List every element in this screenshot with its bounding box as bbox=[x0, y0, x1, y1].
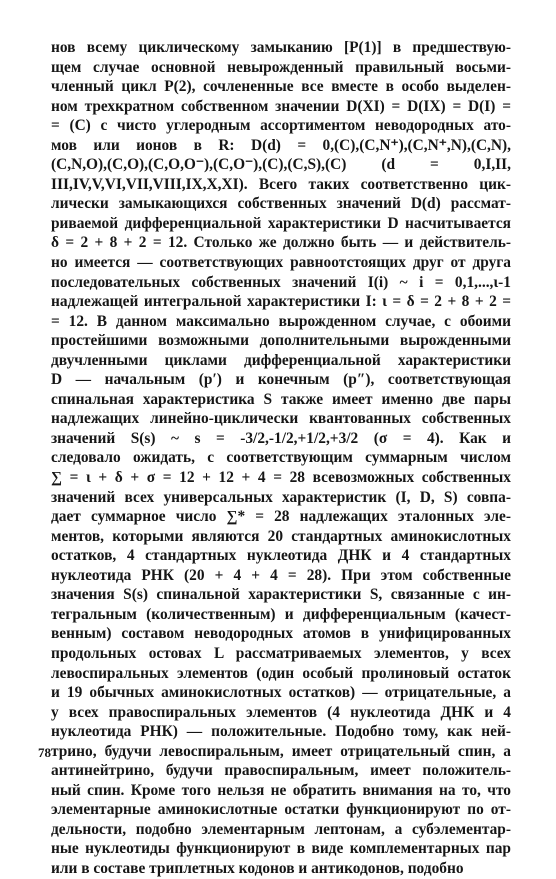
text-line: мов или ионов в R: D(d) = 0,(C),(C,N⁺),(C,N⁺,N),(C,N), bbox=[51, 136, 511, 154]
text-line: = 12. В данном максимально вырожденном случае, с обоими bbox=[51, 312, 511, 330]
text-line: трино, будучи левоспиральным, имеет отрицательный спин, а bbox=[51, 742, 511, 760]
text-line: = (C) с чисто углеродным ассортиментом неводородных ато- bbox=[51, 117, 511, 135]
text-line: δ = 2 + 8 + 2 = 12. Столько же должно быть — и действитель- bbox=[51, 234, 511, 252]
text-line: ном трехкратном собственном значении D(XI) = D(IX) = D(I) = bbox=[51, 97, 511, 115]
text-line: двучленными циклами дифференциальной характеристики bbox=[51, 351, 511, 369]
text-line: ∑ = ι + δ + σ = 12 + 12 + 4 = 28 всевозможных собственных bbox=[51, 469, 511, 487]
text-line: антинейтрино, будучи правоспиральным, имеет положитель- bbox=[51, 762, 511, 780]
text-line: надлежащей интегральной характеристики I: ι = δ = 2 + 8 + 2 = bbox=[51, 293, 511, 311]
text-line: нуклеотида РНК (20 + 4 + 4 = 28). При этом собственные bbox=[51, 566, 511, 584]
text-line: надлежащих линейно-циклически квантованных собственных bbox=[51, 410, 511, 428]
text-line: D — начальным (p′) и конечным (p″), соответствующая bbox=[51, 371, 511, 389]
text-line: ный спин. Кроме того нельзя не обратить внимания на то, что bbox=[51, 781, 511, 799]
text-line: дельности, подобно элементарным лептонам, а субэлементар- bbox=[51, 820, 511, 838]
text-line: продольных остовах L рассматриваемых элементов, у всех bbox=[51, 644, 511, 662]
text-line: III,IV,V,VI,VII,VIII,IX,X,XI). Всего таких соответственно цик- bbox=[51, 175, 511, 193]
page-number: 78 bbox=[38, 745, 51, 760]
text-line: значений S(s) ~ s = -3/2,-1/2,+1/2,+3/2 (σ = 4). Как и bbox=[51, 429, 511, 447]
body-text bbox=[51, 38, 511, 879]
text-line: простейшими возможными дополнительными вырожденными bbox=[51, 332, 511, 350]
text-line: остатков, 4 стандартных нуклеотида ДНК и 4 стандартных bbox=[51, 547, 511, 565]
text-line: лически замыкающихся собственных значений D(d) рассмат- bbox=[51, 195, 511, 213]
text-line: тегральным (количественным) и дифференциальным (качест- bbox=[51, 605, 511, 623]
text-line: ментов, которыми являются 20 стандартных аминокислотных bbox=[51, 527, 511, 545]
text-line: у всех правоспиральных элементов (4 нуклеотида ДНК и 4 bbox=[51, 703, 511, 721]
text-line: но имеется — соответствующих равноотстоящих друг от друга bbox=[51, 254, 511, 272]
text-line: значений всех универсальных характеристик (I, D, S) совпа- bbox=[51, 488, 511, 506]
text-line: элементарные аминокислотные остатки функционируют по от- bbox=[51, 801, 511, 819]
text-line: членный цикл P(2), сочлененные все вместе в особо выделен- bbox=[51, 78, 511, 96]
text-line: следовало ожидать, с соответствующим суммарным числом bbox=[51, 449, 511, 467]
text-line: и 19 обычных аминокислотных остатков) — отрицательные, а bbox=[51, 684, 511, 702]
text-line: нуклеотида РНК) — положительные. Подобно тому, как ней- bbox=[51, 723, 511, 741]
text-line: левоспиральных элементов (один особый пролиновый остаток bbox=[51, 664, 511, 682]
text-line: риваемой дифференциальной характеристики D насчитывается bbox=[51, 214, 511, 232]
text-line: венным) составом неводородных атомов в унифицированных bbox=[51, 625, 511, 643]
text-line: значения S(s) спинальной характеристики S, связанные с ин- bbox=[51, 586, 511, 604]
text-line: ные нуклеотиды функционируют в виде комплементарных пар bbox=[51, 840, 511, 858]
text-line: или в составе триплетных кодонов и антикодонов, подобно bbox=[51, 859, 464, 877]
text-line: (C,N,O),(C,O),(C,O,O⁻),(C,O⁻),(C),(C,S),(C) (d = 0,I,II, bbox=[51, 156, 511, 174]
text-line: спинальная характеристика S также имеет именно две пары bbox=[51, 390, 511, 408]
text-line: последовательных собственных значений I(i) ~ i = 0,1,...,ι-1 bbox=[51, 273, 511, 291]
text-line: нов всему циклическому замыканию [P(1)] в предшествую- bbox=[51, 39, 511, 56]
text-line: дает суммарное число ∑* = 28 надлежащих эталонных эле- bbox=[51, 508, 511, 526]
text-line: щем случае основной невырожденный правильный восьми- bbox=[51, 58, 511, 76]
